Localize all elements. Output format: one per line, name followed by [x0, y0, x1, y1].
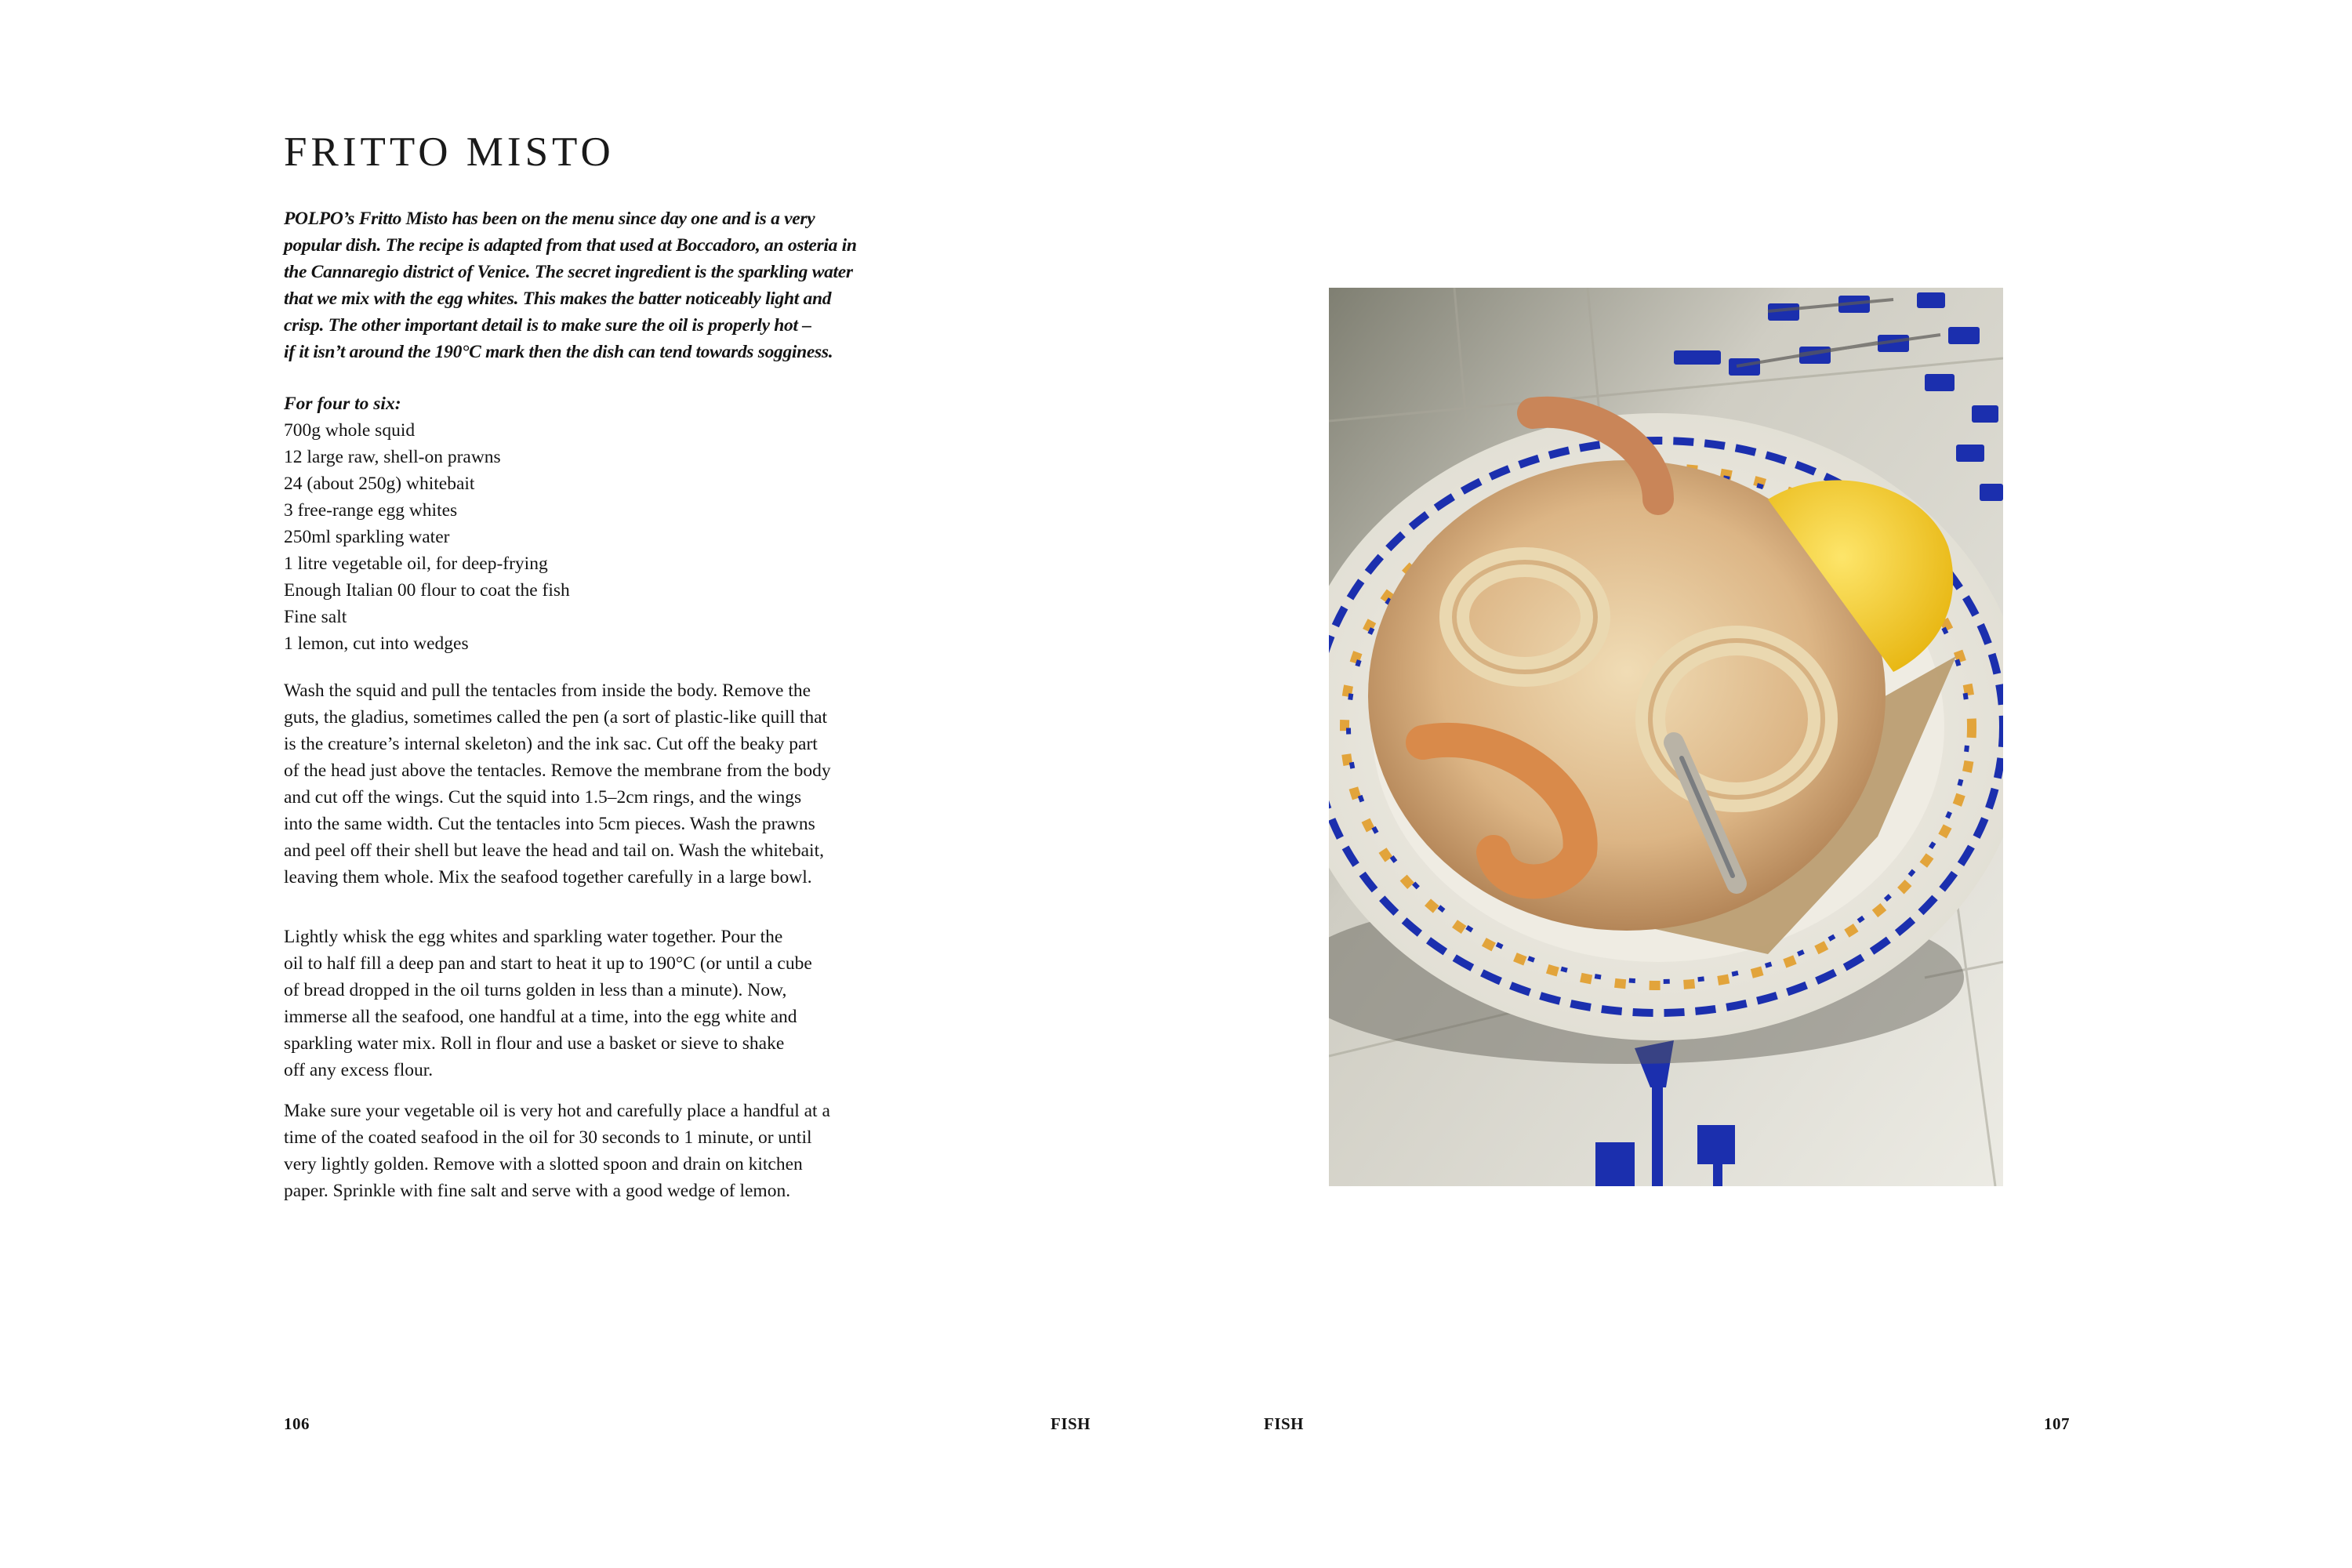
- recipe-title: FRITTO MISTO: [284, 129, 615, 175]
- method-line: paper. Sprinkle with fine salt and serve with a good wedge of lemon.: [284, 1181, 791, 1201]
- running-head-right: FISH: [1264, 1414, 1305, 1433]
- method-line: immerse all the seafood, one handful at a time, into the egg white and: [284, 1007, 797, 1027]
- method-line: sparkling water mix. Roll in flour and use a basket or sieve to shake: [284, 1033, 785, 1054]
- ingredient-item: 700g whole squid: [284, 420, 416, 441]
- ingredient-item: 24 (about 250g) whitebait: [284, 474, 475, 494]
- recipe-intro: [284, 205, 903, 365]
- method-paragraph-2: [284, 924, 903, 1083]
- serves-label: For four to six:: [284, 394, 401, 414]
- method-line: time of the coated seafood in the oil for 30 seconds to 1 minute, or until: [284, 1127, 812, 1148]
- method-line: of the head just above the tentacles. Remove the membrane from the body: [284, 760, 831, 781]
- method-paragraph-3: [284, 1098, 903, 1204]
- ingredient-item: 3 free-range egg whites: [284, 500, 458, 521]
- method-line: Lightly whisk the egg whites and sparkling water together. Pour the: [284, 927, 783, 947]
- intro-line: if it isn’t around the 190°C mark then the dish can tend towards sogginess.: [284, 342, 833, 362]
- method-line: is the creature’s internal skeleton) and the ink sac. Cut off the beaky part: [284, 734, 818, 754]
- intro-line: popular dish. The recipe is adapted from that used at Boccadoro, an osteria in: [284, 235, 857, 256]
- method-line: Wash the squid and pull the tentacles from inside the body. Remove the: [284, 681, 811, 701]
- intro-line: POLPO’s Fritto Misto has been on the menu since day one and is a very: [284, 209, 815, 229]
- method-line: and peel off their shell but leave the head and tail on. Wash the whitebait,: [284, 840, 824, 861]
- ingredients-list: [284, 390, 903, 657]
- ingredient-item: 1 litre vegetable oil, for deep-frying: [284, 554, 548, 574]
- photo-illustration: [1329, 288, 2003, 1186]
- method-line: of bread dropped in the oil turns golden in less than a minute). Now,: [284, 980, 787, 1000]
- ingredient-item: Fine salt: [284, 607, 347, 627]
- page-number-right: 107: [2044, 1414, 2070, 1433]
- fritto-misto-photo: [1329, 288, 2003, 1186]
- running-head-left: FISH: [1051, 1414, 1091, 1433]
- method-line: guts, the gladius, sometimes called the pen (a sort of plastic-like quill that: [284, 707, 828, 728]
- method-line: oil to half fill a deep pan and start to heat it up to 190°C (or until a cube: [284, 953, 812, 974]
- method-line: very lightly golden. Remove with a slotted spoon and drain on kitchen: [284, 1154, 803, 1174]
- ingredient-item: 12 large raw, shell-on prawns: [284, 447, 501, 467]
- intro-line: the Cannaregio district of Venice. The secret ingredient is the sparkling water: [284, 262, 853, 282]
- ingredient-item: Enough Italian 00 flour to coat the fish: [284, 580, 570, 601]
- method-line: off any excess flour.: [284, 1060, 434, 1080]
- intro-line: that we mix with the egg whites. This makes the batter noticeably light and: [284, 289, 832, 309]
- page-number-left: 106: [284, 1414, 310, 1433]
- method-paragraph-1: [284, 677, 903, 891]
- ingredient-item: 250ml sparkling water: [284, 527, 450, 547]
- method-line: and cut off the wings. Cut the squid into 1.5–2cm rings, and the wings: [284, 787, 802, 808]
- intro-line: crisp. The other important detail is to make sure the oil is properly hot –: [284, 315, 811, 336]
- method-line: Make sure your vegetable oil is very hot and carefully place a handful at a: [284, 1101, 830, 1121]
- method-line: leaving them whole. Mix the seafood together carefully in a large bowl.: [284, 867, 812, 887]
- method-line: into the same width. Cut the tentacles into 5cm pieces. Wash the prawns: [284, 814, 815, 834]
- ingredient-item: 1 lemon, cut into wedges: [284, 633, 469, 654]
